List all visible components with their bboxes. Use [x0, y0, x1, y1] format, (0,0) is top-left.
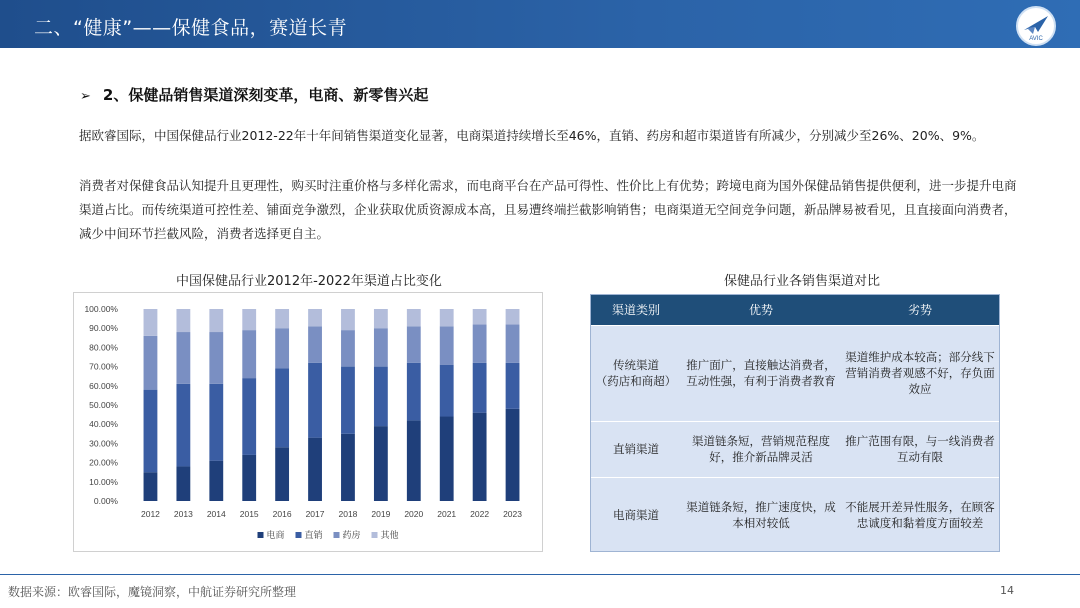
legend-swatch: [334, 532, 340, 538]
section-heading: [80, 84, 428, 105]
bar-segment: [374, 309, 388, 328]
bar-segment: [144, 309, 158, 336]
bar-segment: [209, 384, 223, 461]
bar-segment: [275, 369, 289, 448]
chart-title: 中国保健品行业2012年-2022年渠道占比变化: [176, 274, 442, 289]
table-title: 保健品行业各销售渠道对比: [724, 274, 881, 289]
bar-segment: [506, 363, 520, 409]
bar-segment: [176, 466, 190, 501]
page-title: 二、“健康”——保健食品，赛道长青: [34, 17, 348, 39]
bar-segment: [341, 367, 355, 434]
bar-segment: [473, 363, 487, 413]
bar-segment: [144, 390, 158, 473]
footer-divider: [0, 574, 1080, 575]
bar-segment: [308, 326, 322, 362]
bar-segment: [275, 328, 289, 368]
channel-cell: 直销渠道: [591, 421, 681, 477]
bar-segment: [308, 438, 322, 501]
bar-segment: [275, 447, 289, 501]
bar-segment: [440, 309, 454, 326]
bar-segment: [407, 363, 421, 421]
bar-segment: [407, 326, 421, 362]
bar-segment: [308, 309, 322, 326]
x-tick-label: 2023: [503, 509, 523, 519]
pros-cell: 渠道链条短，推广速度快，成本相对较低: [681, 477, 841, 553]
x-tick-label: 2021: [437, 509, 457, 519]
header-channel: 渠道类别: [591, 295, 681, 325]
cons-cell: 不能展开差异性服务，在顾客忠诚度和黏着度方面较差: [841, 477, 999, 553]
legend-label: 直销: [304, 531, 323, 541]
y-tick-label: 10.00%: [89, 476, 118, 487]
bar-segment: [506, 324, 520, 362]
avic-logo: [1016, 6, 1056, 46]
channel-cell: 电商渠道: [591, 477, 681, 553]
bar-segment: [473, 309, 487, 324]
y-tick-label: 80.00%: [89, 342, 118, 353]
bar-segment: [308, 363, 322, 438]
bar-segment: [242, 330, 256, 378]
bar-segment: [209, 309, 223, 332]
x-tick-label: 2022: [470, 509, 490, 519]
bar-segment: [176, 309, 190, 332]
x-tick-label: 2018: [338, 509, 358, 519]
bar-segment: [506, 309, 520, 324]
paragraph-1: 据欧睿国际，中国保健品行业2012-22年十年间销售渠道变化显著，电商渠道持续增长至46%，直销、药房和超市渠道皆有所减少，分别减少至26%、20%、9%。: [79, 128, 985, 143]
x-tick-label: 2014: [206, 509, 226, 519]
channel-cell: 传统渠道 （药店和商超）: [591, 325, 681, 421]
bar-segment: [176, 384, 190, 467]
x-tick-label: 2019: [371, 509, 391, 519]
svg-text:AVIC: AVIC: [1029, 36, 1043, 42]
pros-cell: 推广面广，直接触达消费者，互动性强，有利于消费者教育: [681, 325, 841, 421]
table-row: [591, 477, 999, 553]
bar-segment: [440, 326, 454, 364]
y-tick-label: 20.00%: [89, 457, 118, 468]
legend-label: 其他: [380, 531, 399, 541]
bar-segment: [242, 378, 256, 455]
bar-segment: [473, 413, 487, 501]
legend-swatch: [372, 532, 378, 538]
y-tick-label: 0.00%: [93, 496, 118, 506]
bar-segment: [374, 367, 388, 427]
bar-segment: [176, 332, 190, 384]
page-number: 14: [1000, 584, 1014, 597]
y-tick-label: 30.00%: [89, 438, 118, 449]
x-tick-label: 2020: [404, 509, 424, 519]
bar-segment: [374, 426, 388, 501]
legend-swatch: [296, 532, 302, 538]
stacked-bar-chart: [74, 293, 544, 553]
bar-segment: [242, 309, 256, 330]
y-tick-label: 100.00%: [84, 304, 118, 314]
bar-segment: [341, 309, 355, 330]
data-source: 数据来源：欧睿国际，魔镜洞察，中航证券研究所整理: [8, 585, 297, 599]
table-header-row: [591, 295, 999, 325]
bar-segment: [209, 332, 223, 384]
comparison-table-panel: [590, 294, 1000, 552]
x-tick-label: 2017: [305, 509, 325, 519]
table-row: [591, 325, 999, 421]
comparison-table: [591, 295, 999, 553]
bar-segment: [275, 309, 289, 328]
arrow-icon: ➢: [80, 89, 91, 104]
bar-segment: [242, 455, 256, 501]
header-pros: 优势: [681, 295, 841, 325]
bar-segment: [506, 409, 520, 501]
bar-segment: [407, 420, 421, 501]
x-tick-label: 2013: [173, 509, 193, 519]
plane-icon: [1018, 8, 1054, 44]
bar-segment: [440, 365, 454, 417]
y-tick-label: 90.00%: [89, 323, 118, 334]
y-tick-label: 70.00%: [89, 361, 118, 372]
x-tick-label: 2012: [140, 509, 160, 519]
bar-segment: [440, 417, 454, 501]
bar-segment: [473, 324, 487, 362]
bar-segment: [341, 330, 355, 366]
x-tick-label: 2016: [272, 509, 292, 519]
chart-panel: [73, 292, 543, 552]
y-tick-label: 50.00%: [89, 400, 118, 410]
y-tick-label: 60.00%: [89, 380, 118, 391]
pros-cell: 渠道链条短，营销规范程度好，推介新品牌灵活: [681, 421, 841, 477]
bar-segment: [407, 309, 421, 326]
table-row: [591, 421, 999, 477]
legend-label: 药房: [342, 531, 361, 541]
section-heading-text: 2、保健品销售渠道深刻变革，电商、新零售兴起: [102, 86, 429, 104]
y-tick-label: 40.00%: [89, 419, 118, 430]
bar-segment: [144, 472, 158, 501]
bar-segment: [144, 336, 158, 390]
legend-swatch: [258, 532, 264, 538]
x-tick-label: 2015: [239, 509, 259, 519]
legend-label: 电商: [266, 531, 285, 541]
bar-segment: [209, 461, 223, 501]
bar-segment: [341, 434, 355, 501]
bar-segment: [374, 328, 388, 366]
cons-cell: 推广范围有限，与一线消费者互动有限: [841, 421, 999, 477]
cons-cell: 渠道维护成本较高；部分线下营销消费者观感不好，存负面效应: [841, 325, 999, 421]
header-cons: 劣势: [841, 295, 999, 325]
paragraph-2: 消费者对保健食品认知提升且更理性，购买时注重价格与多样化需求，而电商平台在产品可得性、性价比上有优势；跨境电商为国外保健品销售提供便利，进一步提升电商渠道占比。而传统渠道可控性差、铺面竞争激烈，企业获取优质资源成本高，且易遭终端拦截影响销售；电商渠道无空间竞争问题，新品牌易被看见，且直接面向消费者，减少中间环节拦截风险，消费者选择更自主。: [79, 178, 1017, 241]
